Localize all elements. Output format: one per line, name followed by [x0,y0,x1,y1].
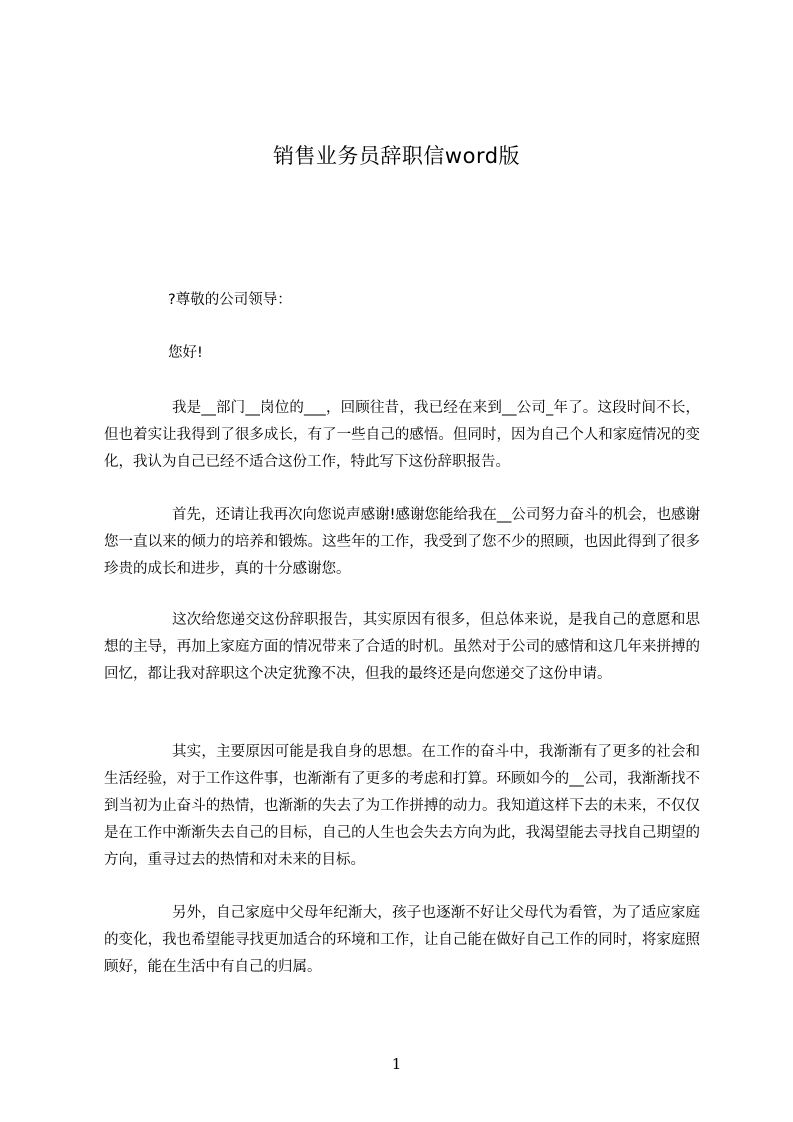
paragraph-personal-reason: 其实，主要原因可能是我自身的思想。在工作的奋斗中，我渐渐有了更多的社会和生活经验，对于工作这件事，也渐渐有了更多的考虑和打算。环顾如今的__公司，我渐渐找不到当初为止奋斗的热情，也渐渐的失去了为工作拼搏的动力。我知道这样下去的未来，不仅仅是在工作中渐渐失去自己的目标，自己的人生也会失去方向为此，我渴望能去寻找自己期望的方向，重寻过去的热情和对未来的目标。 [104,744,700,868]
paragraph-intro: 我是__部门__岗位的___，回顾往昔，我已经在来到__公司_年了。这段时间不长，但也着实让我得到了很多成长，有了一些自己的感悟。但同时，因为自己个人和家庭情况的变化，我认为自己已经不适合这份工作，特此写下这份辞职报告。 [104,400,700,470]
salutation: ?尊敬的公司领导： [168,292,292,308]
paragraph-family-reason: 另外，自己家庭中父母年纪渐大，孩子也逐渐不好让父母代为看管，为了适应家庭的变化，我也希望能寻找更加适合的环境和工作，让自己能在做好自己工作的同时，将家庭照顾好，能在生活中有自己的归属。 [104,905,700,975]
greeting: 您好! [168,345,203,361]
paragraph-thanks: 首先，还请让我再次向您说声感谢!感谢您能给我在__公司努力奋斗的机会，也感谢您一直以来的倾力的培养和锻炼。这些年的工作，我受到了您不少的照顾，也因此得到了很多珍贵的成长和进步，真的十分感谢您。 [104,507,700,577]
paragraph-reason-overview: 这次给您递交这份辞职报告，其实原因有很多，但总体来说，是我自己的意愿和思想的主导，再加上家庭方面的情况带来了合适的时机。虽然对于公司的感情和这几年来拼搏的回忆，都让我对辞职这个决定犹豫不决，但我的最终还是向您递交了这份申请。 [104,612,700,682]
document-title: 销售业务员辞职信word版 [272,144,521,168]
page-number: 1 [391,1055,402,1073]
